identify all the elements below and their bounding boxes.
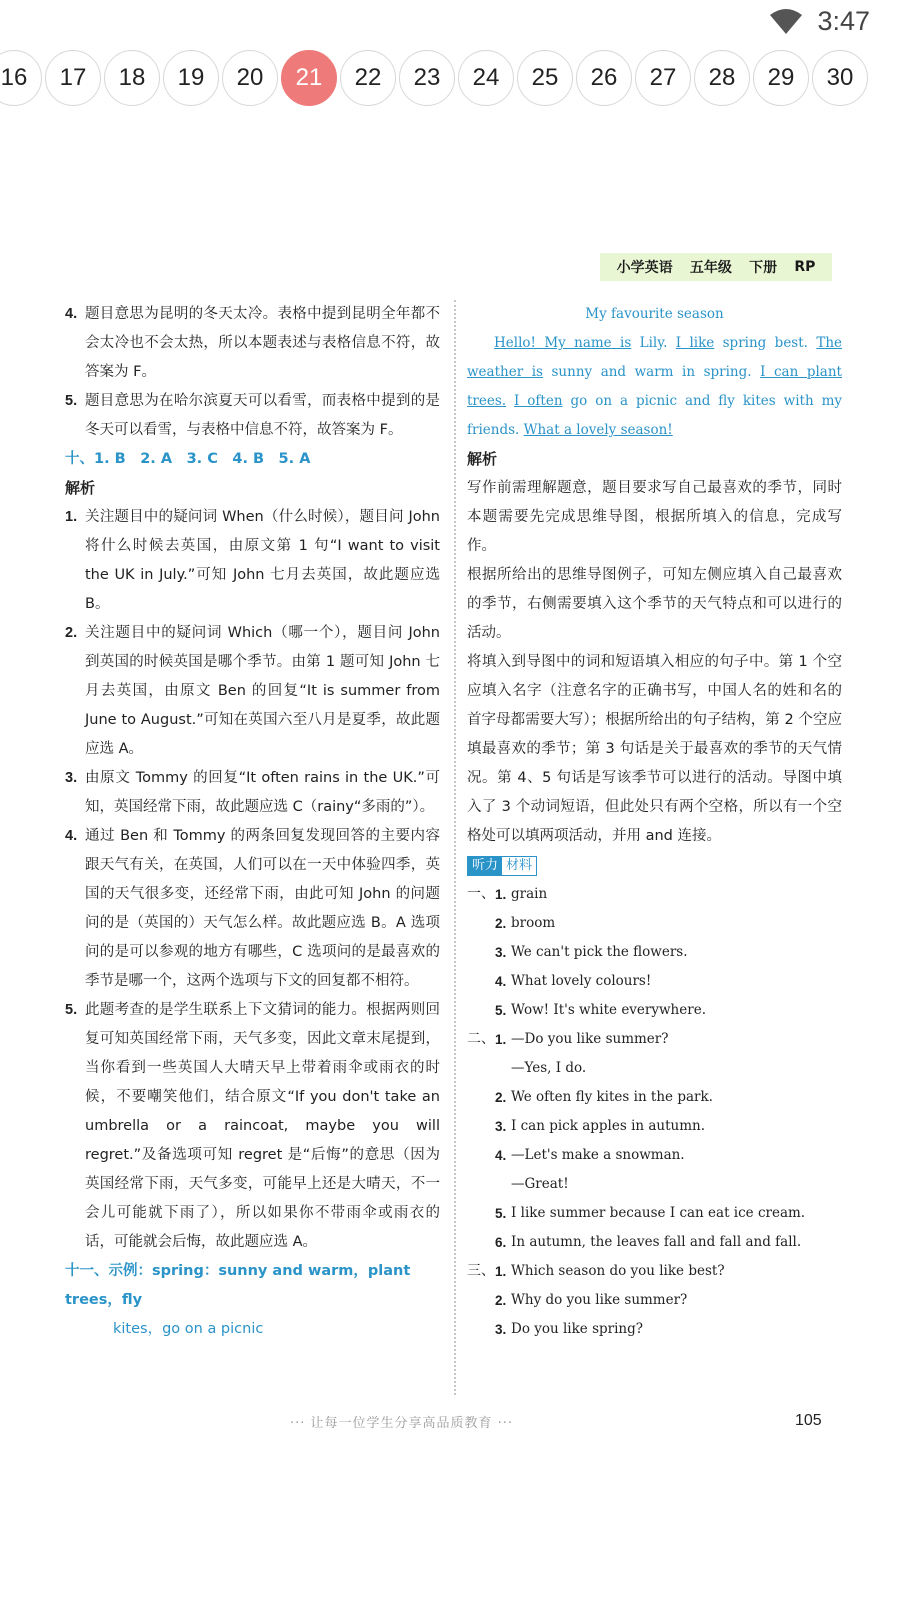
page-button-20[interactable]: 20 (222, 50, 278, 106)
analysis-paragraph: 写作前需理解题意，题目要求写自己最喜欢的季节，同时本题需要先完成思维导图，根据所填入的信息，完成写作。 (467, 480, 842, 554)
listening-item (467, 1112, 842, 1141)
item-text: 此题考查的是学生联系上下文猜词的能力。根据两则回复可知英国经常下雨，天气多变，因此文章末尾提到，当你看到一些英国人大晴天早上带着雨伞或雨衣的时候，不要嘲笑他们，结合原文“If you don't take an umbrella or a raincoat, maybe you will regret.”及备选项可知 regret 是“后悔”的意思（因为英国经常下雨，天气多变，可能早上还是大晴天，不一会儿可能就下雨了），所以如果你不带雨伞或雨衣的话，可能就会后悔，故此题应选 A。 (85, 1002, 440, 1250)
listening-list (467, 880, 842, 1344)
listening-item (467, 880, 842, 909)
listening-number: 5. (495, 1003, 507, 1018)
essay-fill: go on a picnic and fly kites with my friends. (467, 393, 843, 438)
essay-fill: Lily. (631, 335, 676, 351)
book-header (600, 253, 832, 281)
item-number: 5. (65, 393, 78, 409)
essay-fill (506, 393, 514, 409)
listening-number: 3. (495, 1322, 507, 1337)
answer-item (65, 300, 440, 387)
listening-item (467, 1054, 842, 1083)
page-button-24[interactable]: 24 (458, 50, 514, 106)
tag-listening: 听力 (468, 857, 502, 875)
page-button-16[interactable]: 16 (0, 50, 42, 106)
listening-text: In autumn, the leaves fall and fall and fall. (511, 1234, 802, 1250)
listening-text: Do you like spring? (511, 1321, 643, 1337)
item-number: 5. (65, 1002, 78, 1018)
listening-number: 5. (495, 1206, 507, 1221)
listening-number: 4. (495, 974, 507, 989)
listening-item (467, 1228, 842, 1257)
page-button-22[interactable]: 22 (340, 50, 396, 106)
listening-number: 2. (495, 1293, 507, 1308)
listening-text: —Great! (511, 1176, 569, 1192)
listening-item (467, 1025, 842, 1054)
page-button-29[interactable]: 29 (753, 50, 809, 106)
listening-text: I can pick apples in autumn. (511, 1118, 706, 1134)
section-11-example (65, 1257, 440, 1344)
listening-material-tag (467, 856, 537, 876)
item-number: 4. (65, 306, 78, 322)
listening-section (467, 996, 495, 1025)
listening-number (495, 1054, 511, 1083)
listening-text: What lovely colours! (511, 973, 652, 989)
page-button-17[interactable]: 17 (45, 50, 101, 106)
listening-number: 1. (495, 1032, 507, 1047)
listening-number: 3. (495, 945, 507, 960)
listening-number: 2. (495, 916, 507, 931)
listening-text: —Do you like summer? (511, 1031, 669, 1047)
answer-item (65, 387, 440, 445)
analysis-heading: 解析 (65, 479, 96, 497)
analysis-item (65, 619, 440, 764)
wifi-icon (769, 9, 803, 35)
listening-item (467, 1141, 842, 1170)
listening-section: 二、 (467, 1031, 495, 1047)
status-right (769, 6, 870, 37)
analysis-item (65, 996, 440, 1257)
listening-number: 2. (495, 1090, 507, 1105)
listening-section (467, 967, 495, 996)
listening-item (467, 1257, 842, 1286)
column-divider (454, 300, 456, 1395)
status-bar (0, 0, 900, 44)
item-text: 关注题目中的疑问词 When（什么时候），题目问 John 将什么时候去英国，由原文第 1 句“I want to visit the UK in July.”可知 John 七月去英国，故此题应选 B。 (85, 509, 440, 612)
essay-fill: sunny and warm in spring. (542, 364, 761, 380)
listening-item (467, 967, 842, 996)
page-button-21[interactable]: 21 (281, 50, 337, 106)
section-10-answers: 十、1. B 2. A 3. C 4. B 5. A (65, 451, 311, 467)
listening-section (467, 1054, 495, 1083)
header-subject: 小学英语 (616, 260, 673, 276)
listening-text: grain (511, 886, 548, 902)
analysis-paragraph: 根据所给出的思维导图例子，可知左侧应填入自己最喜欢的季节，右侧需要填入这个季节的天气特点和可以进行的活动。 (467, 567, 842, 641)
section-11-line-2: kites，go on a picnic (113, 1321, 264, 1337)
essay-frame: I often (514, 393, 563, 409)
sample-essay (467, 300, 842, 445)
essay-frame: Hello! My name is (494, 335, 632, 351)
listening-item (467, 909, 842, 938)
listening-section (467, 909, 495, 938)
listening-text: We often fly kites in the park. (511, 1089, 713, 1105)
listening-section (467, 1141, 495, 1170)
section-11-line-1: 十一、示例：spring：sunny and warm，plant trees，fly (65, 1263, 411, 1308)
item-text: 题目意思为昆明的冬天太冷。表格中提到昆明全年都不会太冷也不会太热，所以本题表述与表格信息不符，故答案为 F。 (85, 306, 440, 380)
listening-section (467, 1083, 495, 1112)
left-column (65, 300, 440, 1344)
listening-number: 3. (495, 1119, 507, 1134)
listening-item (467, 938, 842, 967)
item-number: 2. (65, 625, 78, 641)
footer-slogan: ··· 让每一位学生分享高品质教育 ··· (290, 1416, 514, 1431)
essay-fill: spring best. (714, 335, 817, 351)
header-edition: RP (794, 259, 816, 275)
listening-section: 一、 (467, 886, 495, 902)
page-button-28[interactable]: 28 (694, 50, 750, 106)
listening-item (467, 996, 842, 1025)
listening-section (467, 1315, 495, 1344)
clock: 3:47 (817, 6, 870, 36)
listening-text: Why do you like summer? (511, 1292, 688, 1308)
listening-section (467, 938, 495, 967)
listening-item (467, 1315, 842, 1344)
item-number: 4. (65, 828, 78, 844)
item-text: 题目意思为在哈尔滨夏天可以看雪，而表格中提到的是冬天可以看雪，与表格中信息不符，故答案为 F。 (85, 393, 440, 438)
listening-number: 4. (495, 1148, 507, 1163)
page-button-25[interactable]: 25 (517, 50, 573, 106)
listening-item (467, 1199, 842, 1228)
page-number: 105 (795, 1412, 822, 1429)
analysis-item (65, 503, 440, 619)
essay-title: My favourite season (585, 306, 724, 322)
listening-section (467, 1170, 495, 1199)
analysis-paragraph: 将填入到导图中的词和短语填入相应的句子中。第 1 个空应填入名字（注意名字的正确书写，中国人名的姓和名的首字母都需要大写）；根据所给出的句子结构，第 2 个空应填最喜欢的季节；第 3 句话是关于最喜欢的季节的天气情况。第 4、5 句话是写该季节可以进行的活动。导图中填入了 3 个动词短语，但此处只有两个空格，所以有一个空格处可以填两项活动，并用 and 连接。 (467, 654, 842, 844)
listening-section (467, 1199, 495, 1228)
analysis-heading: 解析 (467, 450, 498, 468)
page-selector (0, 50, 871, 110)
listening-number: 1. (495, 887, 507, 902)
item-number: 3. (65, 770, 78, 786)
page-button-23[interactable]: 23 (399, 50, 455, 106)
header-grade: 五年级 (689, 260, 732, 276)
listening-item (467, 1170, 842, 1199)
tag-material: 材料 (502, 857, 536, 875)
listening-number: 6. (495, 1235, 507, 1250)
item-text: 由原文 Tommy 的回复“It often rains in the UK.”可知，英国经常下雨，故此题应选 C（rainy“多雨的”）。 (85, 770, 440, 815)
item-number: 1. (65, 509, 78, 525)
listening-number (495, 1170, 511, 1199)
listening-section: 三、 (467, 1263, 495, 1279)
listening-item (467, 1083, 842, 1112)
listening-text: We can't pick the flowers. (511, 944, 688, 960)
listening-text: broom (511, 915, 556, 931)
item-text: 关注题目中的疑问词 Which（哪一个），题目问 John 到英国的时候英国是哪个季节。由第 1 题可知 John 七月去英国，由原文 Ben 的回复“It is summer from June to August.”可知在英国六至八月是夏季，故此题应选 A。 (85, 625, 440, 757)
listening-text: I like summer because I can eat ice cream. (511, 1205, 806, 1221)
essay-frame: What a lovely season! (523, 422, 673, 438)
page-button-30[interactable]: 30 (812, 50, 868, 106)
essay-frame: I like (675, 335, 715, 351)
listening-text: —Let's make a snowman. (511, 1147, 685, 1163)
essay-frame: The weather is (467, 335, 843, 380)
essay-body (467, 329, 842, 445)
listening-section (467, 1286, 495, 1315)
analysis-item (65, 764, 440, 822)
page-button-26[interactable]: 26 (576, 50, 632, 106)
item-text: 通过 Ben 和 Tommy 的两条回复发现回答的主要内容跟天气有关，在英国，人们可以在一天中体验四季，英国的天气很多变，还经常下雨，由此可知 John 的问题问的是（英国的）天气怎么样。故此题应选 B。A 选项问的是可以参观的地方有哪些，C 选项问的是最喜欢的季节是哪一个，这两个选项与下文的回复都不相符。 (85, 828, 440, 989)
page-button-18[interactable]: 18 (104, 50, 160, 106)
listening-text: —Yes, I do. (511, 1060, 587, 1076)
listening-section (467, 1228, 495, 1257)
listening-text: Wow! It's white everywhere. (511, 1002, 706, 1018)
listening-number: 1. (495, 1264, 507, 1279)
essay-frame: I can plant trees. (467, 364, 842, 409)
page-button-19[interactable]: 19 (163, 50, 219, 106)
analysis-item (65, 822, 440, 996)
listening-item (467, 1286, 842, 1315)
header-volume: 下册 (749, 260, 778, 276)
page-button-27[interactable]: 27 (635, 50, 691, 106)
listening-section (467, 1112, 495, 1141)
right-column (467, 300, 842, 1344)
listening-text: Which season do you like best? (511, 1263, 725, 1279)
